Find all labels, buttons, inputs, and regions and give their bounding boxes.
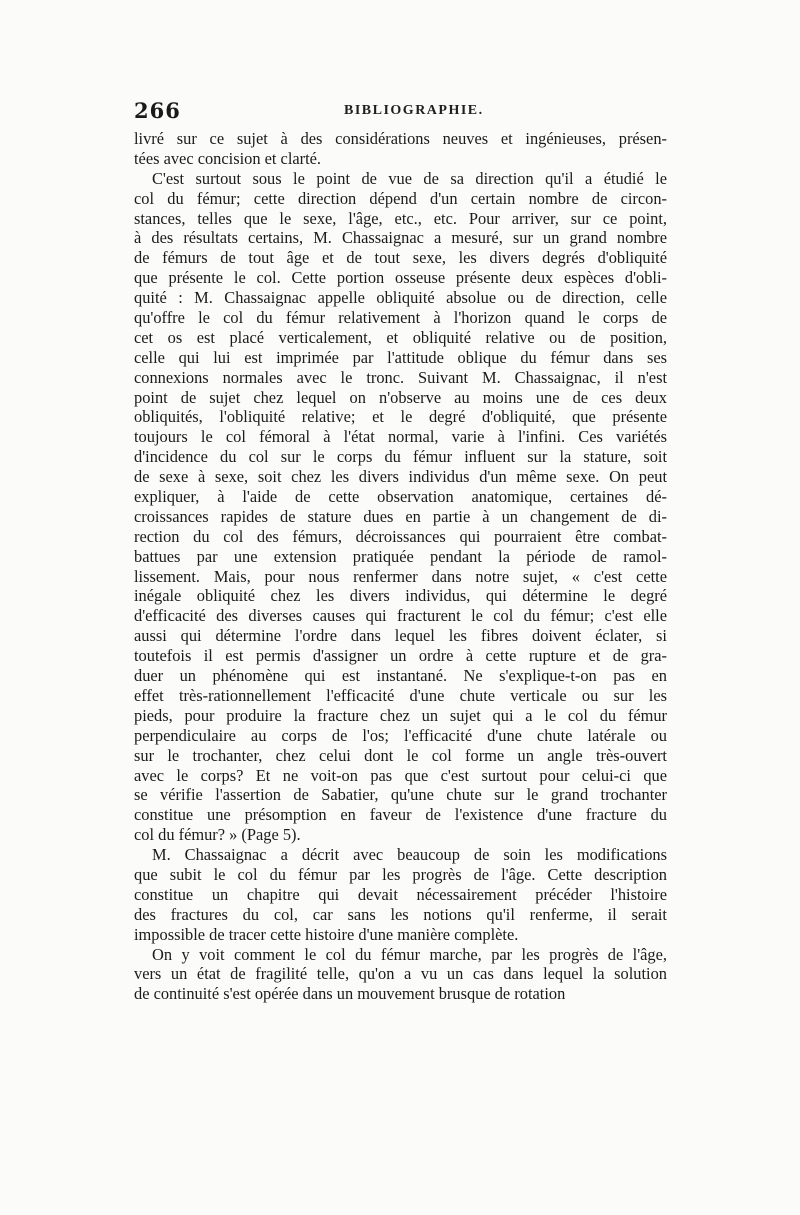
text-line: qu'offre le col du fémur relativement à l'horizon quand le corps de: [134, 308, 667, 328]
paragraph: [134, 169, 667, 845]
text-line: col du fémur; cette direction dépend d'un certain nombre de circon-: [134, 188, 667, 208]
paragraph: [134, 129, 667, 169]
text-line: lissement. Mais, pour nous renfermer dans notre sujet, « c'est cette: [134, 566, 667, 586]
text-line: col du fémur? » (Page 5).: [134, 825, 301, 845]
text-line: On y voit comment le col du fémur marche, par les progrès de l'âge,: [152, 944, 667, 964]
text-line: perpendiculaire au corps de l'os; l'efficacité d'une chute latérale ou: [134, 725, 667, 745]
text-line: avec le corps? Et ne voit-on pas que c'est surtout pour celui-ci que: [134, 765, 667, 785]
text-line: cet os est placé verticalement, et obliquité relative ou de position,: [134, 327, 667, 347]
paragraph: [134, 945, 667, 1005]
paragraph: [134, 845, 667, 944]
text-line: inégale obliquité chez les divers individus, qui détermine le degré: [134, 586, 667, 606]
text-line: vers un état de fragilité telle, qu'on a vu un cas dans lequel la solution: [134, 964, 667, 984]
text-line: à des résultats certains, M. Chassaignac a mesuré, sur un grand nombre: [134, 228, 667, 248]
text-line: battues par une extension pratiquée pendant la période de ramol-: [134, 546, 667, 566]
running-title: BIBLIOGRAPHIE.: [344, 103, 484, 118]
text-line: de sexe à sexe, soit chez les divers individus d'un même sexe. On peut: [134, 467, 667, 487]
text-line: constitue une présomption en faveur de l'existence d'une fracture du: [134, 805, 667, 825]
text-line: impossible de tracer cette histoire d'une manière complète.: [134, 924, 519, 944]
text-line: pieds, pour produire la fracture chez un sujet qui a le col du fémur: [134, 705, 667, 725]
text-line: quité : M. Chassaignac appelle obliquité absolue ou de direction, celle: [134, 288, 667, 308]
text-line: constitue un chapitre qui devait nécessairement précéder l'histoire: [134, 884, 667, 904]
text-line: que subit le col du fémur par les progrès de l'âge. Cette description: [134, 864, 667, 884]
text-line: expliquer, à l'aide de cette observation anatomique, certaines dé-: [134, 487, 667, 507]
text-line: obliquités, l'obliquité relative; et le degré d'obliquité, que présente: [134, 407, 667, 427]
text-line: toujours le col fémoral à l'état normal, varie à l'infini. Ces variétés: [134, 427, 667, 447]
page-number: 266: [134, 98, 181, 123]
text-line: duer un phénomène qui est instantané. Ne s'explique-t-on pas en: [134, 666, 667, 686]
text-line: aussi qui détermine l'ordre dans lequel les fibres doivent éclater, si: [134, 626, 667, 646]
text-line: se vérifie l'assertion de Sabatier, qu'une chute sur le grand trochanter: [134, 785, 667, 805]
text-line: tées avec concision et clarté.: [134, 148, 322, 168]
text-line: de fémurs de tout âge et de tout sexe, les divers degrés d'obliquité: [134, 248, 667, 268]
text-line: celle qui lui est imprimée par l'attitude oblique du fémur dans ses: [134, 347, 667, 367]
text-line: sur le trochanter, chez celui dont le col forme un angle très-ouvert: [134, 745, 667, 765]
text-line: de continuité s'est opérée dans un mouvement brusque de rotation: [134, 984, 566, 1004]
text-line: stances, telles que le sexe, l'âge, etc., etc. Pour arriver, sur ce point,: [134, 208, 667, 228]
text-line: toutefois il est permis d'assigner un ordre à cette rupture et de gra-: [134, 646, 667, 666]
text-line: d'incidence du col sur le corps du fémur influent sur la stature, soit: [134, 447, 667, 467]
text-line: point de sujet chez lequel on n'observe au moins une de ces deux: [134, 387, 667, 407]
text-line: des fractures du col, car sans les notions qu'il renferme, il serait: [134, 904, 667, 924]
page-header: [134, 98, 664, 128]
text-line: que présente le col. Cette portion osseuse présente deux espèces d'obli-: [134, 268, 667, 288]
text-line: effet très-rationnellement l'efficacité d'une chute verticale ou sur les: [134, 685, 667, 705]
text-line: M. Chassaignac a décrit avec beaucoup de soin les modifications: [152, 845, 667, 865]
text-line: connexions normales avec le tronc. Suivant M. Chassaignac, il n'est: [134, 367, 667, 387]
text-line: rection du col des fémurs, décroissances qui pourraient être combat-: [134, 526, 667, 546]
text-line: C'est surtout sous le point de vue de sa direction qu'il a étudié le: [152, 168, 667, 188]
text-line: croissances rapides de stature dues en partie à un changement de di-: [134, 506, 667, 526]
body-text: [134, 129, 667, 1004]
text-line: d'efficacité des diverses causes qui fracturent le col du fémur; c'est elle: [134, 606, 667, 626]
text-line: livré sur ce sujet à des considérations neuves et ingénieuses, présen-: [134, 129, 667, 148]
